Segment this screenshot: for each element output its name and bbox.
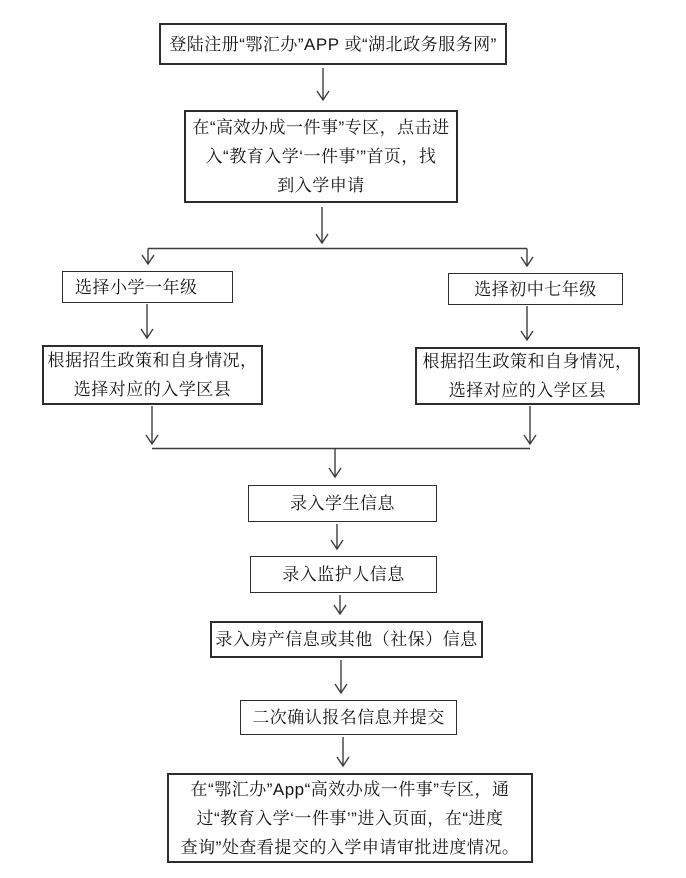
flow-node-primary-grade: [62, 271, 233, 303]
node-text-line: 查询”处查看提交的入学申请审批进度情况。: [180, 837, 520, 857]
node-text-line: 录入监护人信息: [282, 565, 405, 584]
node-text-line: 选择对应的入学区县: [448, 381, 607, 400]
node-text-line: 选择小学一年级: [75, 277, 198, 297]
flow-node-login: [159, 23, 507, 65]
flow-node-progress-query: [167, 773, 533, 863]
flow-node-property-info: [210, 621, 483, 658]
node-text-line: 入“教育入学‘一件事’”首页，找: [205, 147, 437, 166]
node-text-line: 二次确认报名信息并提交: [252, 708, 445, 727]
flow-node-guardian-info: [250, 556, 437, 593]
flow-node-district-left: [42, 345, 263, 405]
node-text-line: 选择初中七年级: [474, 279, 597, 299]
node-text-line: 在“鄂汇办”App“高效办成一件事”专区，通: [190, 779, 510, 799]
node-text-line: 登陆注册“鄂汇办”APP 或“湖北政务服务网”: [169, 34, 497, 54]
flow-node-entry: [184, 110, 458, 203]
flow-node-confirm-submit: [240, 700, 457, 735]
flow-node-district-right: [415, 347, 640, 405]
node-text-line: 过“教育入学‘一件事’”进入页面，在“进度: [196, 808, 504, 828]
node-text-line: 选择对应的入学区县: [73, 380, 232, 399]
flow-node-student-info: [248, 485, 437, 522]
node-text-line: 录入学生信息: [290, 494, 395, 513]
node-text-line: 到入学申请: [277, 176, 365, 195]
flow-node-junior-grade: [448, 273, 623, 305]
node-text-line: 根据招生政策和自身情况，: [47, 351, 258, 370]
node-text-line: 根据招生政策和自身情况，: [422, 352, 633, 371]
node-text-line: 录入房产信息或其他（社保）信息: [215, 630, 478, 649]
node-text-line: 在“高效办成一件事”专区，点击进: [192, 118, 450, 137]
